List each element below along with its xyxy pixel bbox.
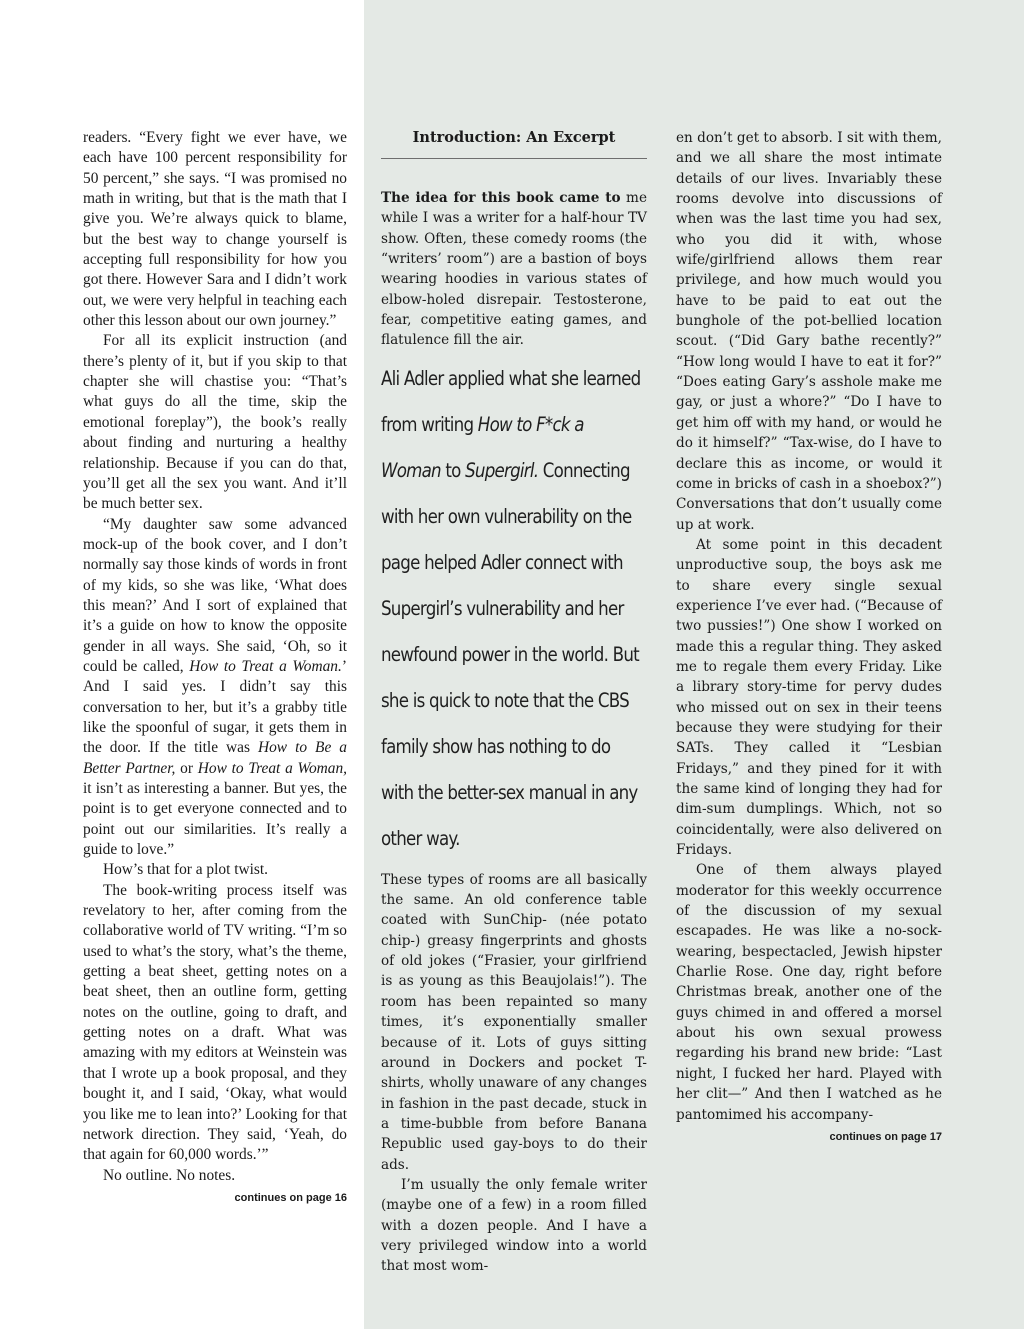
book-title: How to Treat a Woman, [197, 759, 347, 777]
excerpt-column-1 [381, 128, 647, 1277]
continues-note: continues on page 17 [829, 1130, 942, 1143]
article-paragraph: No outline. No notes. [103, 1166, 236, 1184]
excerpt-paragraph: I’m usually the only female writer (maybe one of a few) in a room filled with a dozen people. And I have a very privileged window into a world that most wom- [381, 1176, 647, 1275]
intro-lead-in: The idea for this book came to [381, 190, 621, 206]
article-paragraph: How’s that for a plot twist. [103, 861, 269, 879]
article-text: or [175, 759, 198, 777]
continues-note: continues on page 16 [234, 1191, 347, 1204]
article-text: “My daughter saw some advanced mock-up of the book cover, and I don’t normally say those kinds of words in front of my kids, so she was like, ‘What does this mean?’ And I sort of explained that it’s a guide on how to know the opposite gender in all ways. She said, ‘Oh, so it could be called, [83, 515, 347, 675]
excerpt-intro [381, 188, 647, 351]
excerpt-column-2 [676, 128, 942, 1147]
excerpt-paragraph: One of them always played moderator for this weekly occurrence of the discussion of my sexual escapades. He was like a no-sock-wearing, bespectacled, Jewish hipster Charlie Rose. One day, right before Christmas break, another one of the guys chimed in and offered a morsel about his own sexual prowess regarding his brand new bride: “Last night, I fucked her hard. Played with her clit—” And then I watched as he pantomimed his accompany- [676, 862, 942, 1123]
pull-quote [381, 356, 647, 862]
article-column [83, 128, 347, 1208]
excerpt-paragraph: en don’t get to absorb. I sit with them, and we all share the most intimate details of our lives. Invariably these rooms devolve into discussions of when was the last time you had sex, who you did it with, whose wife/girlfriend allows them rear privilege, and how much would you have to be paid to eat out the bunghole of the pot-bellied location scout. (“Did Gary bathe recently?” “How long would I have to eat it for?” “Does eating Gary’s asshole make me gay, or just a whore?” “Do I have to get him off with my hand, or would he do it himself?” “Tax-wise, do I have to declare this as income, or would it come in bricks of cash in a shoebox?”) Conversations that don’t usually come up at work. [676, 130, 942, 533]
article-paragraph [83, 515, 347, 861]
book-title: How to Be a Better Partner, [83, 739, 347, 777]
article-text: it isn’t as interesting a banner. But yes, the point is to get everyone connected and to point out our similarities. It’s really a guide to love.” [83, 780, 347, 859]
pull-quote-text: Ali Adler applied what she learned from writing [381, 366, 641, 436]
excerpt-paragraph: At some point in this decadent unproductive soup, the boys ask me to share every single sexual experience I’ve ever had. (“Because of two pussies!”) One show I worked on made this a regular thing. They asked me to regale them every Friday. Like a library story-time for pervy dudes who missed out on sex in their teens because they were studying for their SATs. They called it “Lesbian Fridays,” and they pined for it with the same kind of longing they had for dim-sum dumplings. Which, not so coincidentally, were also delivered on Fridays. [676, 536, 942, 859]
article-text: ’ And I said yes. I didn’t say this conversation to her, but it’s a grabby title like the spoonful of sugar, it gets them in the door. If the title was [83, 657, 347, 757]
article-paragraph: readers. “Every fight we ever have, we each have 100 percent responsibility for 50 percent,” she says. “I was promised no math in writing, but that is the math that I give you. We’re always quick to blame, but the best way to change yourself is accepting full responsibility for how you got there. However Sara and I didn’t work out, we were very helpful in teaching each other this lesson about our own journey.” [83, 129, 347, 330]
book-title: How to F*ck a Woman [381, 412, 584, 482]
intro-text: me while I was a writer for a half-hour TV show. Often, these comedy rooms (the “writers’ room”) are a bastion of boys wearing hoodies in various states of elbow-holed disrepair. Testosterone, fear, competitive eating games, and flatulence fill the air. [381, 190, 647, 349]
excerpt-paragraph: These types of rooms are all basically the same. An old conference table coated with SunChip- (née potato chip-) greasy fingerprints and ghosts of old jokes (“Frasier, your girlfriend is as young as this Beaujolais!”). The room has been repainted so many times, it’s exponentially smaller because of it. Lots of guys sitting around in Dockers and pocket T-shirts, wholly unaware of any changes in fashion in the past decade, stuck in a time-bubble from before Banana Republic used gay-boys to do their ads. [381, 871, 647, 1173]
book-title: How to Treat a Woman. [189, 657, 342, 675]
article-paragraph: The book-writing process itself was revelatory to her, after coming from the collaborative world of TV writing. “I’m so used to what’s the story, what’s the theme, getting a beat sheet, getting notes on a beat sheet, then an outline form, getting notes on the outline, going to draft, and getting notes on a draft. What was amazing with my editors at Weinstein was that I wrote up a book proposal, and they bought it, and I said, ‘Okay, what would you like me to lean into?’ Looking for that network direction. They said, ‘Yeah, do that again for 60,000 words.’” [83, 881, 347, 1164]
article-paragraph: For all its explicit instruction (and there’s plenty of it, but if you skip to that chapter she will chastise you: “That’s what guys do all the time, skip the emotional foreplay”), the book’s really about finding and nurturing a healthy relationship. Because if you can do that, you’ll get all the sex you want. And it’ll be much better sex. [83, 332, 347, 513]
excerpt-heading: Introduction: An Excerpt [412, 129, 616, 146]
pull-quote-text: to [440, 458, 466, 482]
heading-divider [381, 158, 647, 159]
show-title: Supergirl. [465, 458, 539, 482]
pull-quote-text: Connecting with her own vulnerability on the page helped Adler connect with Supergirl’s vulnerability and her newfound power in the world. But she is quick to note that the CBS family show has nothing to do with the better-sex manual in any other way. [381, 458, 639, 850]
